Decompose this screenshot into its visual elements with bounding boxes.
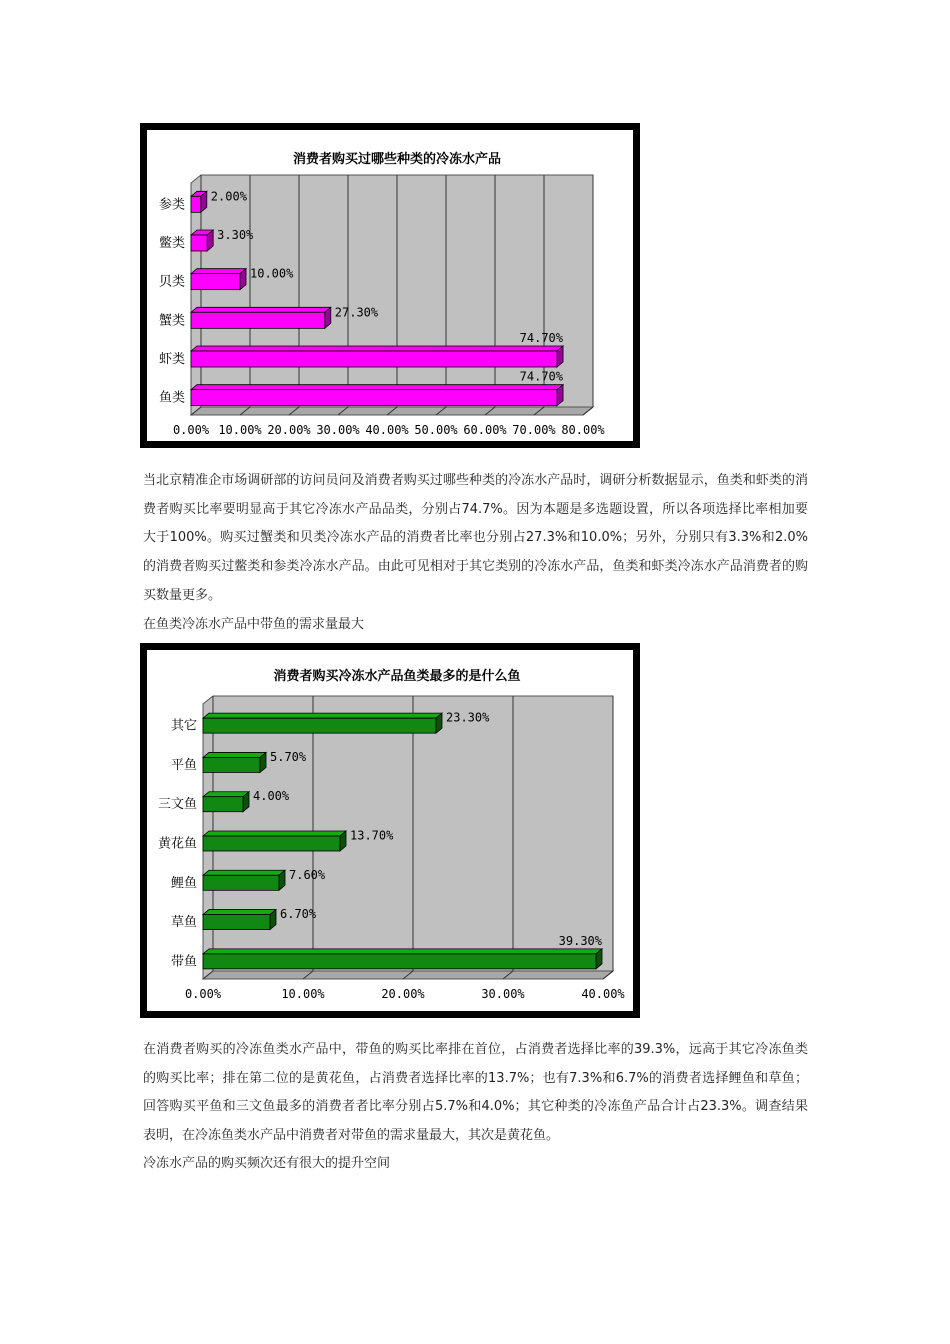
bar — [203, 718, 436, 733]
x-tick-label: 0.00% — [172, 423, 210, 437]
category-label: 带鱼 — [170, 954, 197, 970]
bar — [191, 351, 557, 367]
x-tick-label: 20.00% — [267, 423, 311, 437]
x-tick-label: 20.00% — [381, 987, 425, 1001]
category-label: 鱼类 — [158, 390, 185, 406]
value-label: 3.30% — [217, 228, 254, 242]
chart-fish-types — [140, 643, 640, 1018]
bar-top — [203, 910, 276, 915]
x-tick-label: 60.00% — [463, 423, 507, 437]
bar-top — [203, 752, 266, 757]
bar-top — [203, 831, 346, 836]
chart-1-svg — [147, 130, 633, 441]
x-tick-label: 50.00% — [414, 423, 458, 437]
value-label: 39.30% — [558, 933, 602, 948]
value-label: 74.70% — [519, 369, 564, 384]
bar — [191, 312, 325, 328]
category-label: 虾类 — [158, 352, 185, 367]
category-label: 蟹类 — [158, 313, 185, 329]
chart-title: 消费者购买冷冻水产品鱼类最多的是什么鱼 — [273, 669, 521, 684]
bar — [203, 875, 279, 890]
category-label: 鳖类 — [158, 236, 185, 251]
value-label: 10.00% — [250, 266, 294, 281]
category-label: 黄花鱼 — [157, 836, 197, 852]
value-label: 5.70% — [270, 749, 307, 764]
x-tick-label: 10.00% — [281, 987, 325, 1001]
bar — [191, 390, 557, 406]
x-tick-label: 80.00% — [561, 423, 605, 437]
chart-frozen-product-types — [140, 123, 640, 448]
bar — [203, 797, 243, 812]
category-label: 参类 — [158, 197, 185, 213]
x-tick-label: 30.00% — [481, 987, 525, 1001]
bar — [191, 235, 207, 251]
category-label: 鲤鱼 — [170, 875, 197, 891]
bar — [203, 757, 260, 772]
value-label: 27.30% — [334, 305, 379, 320]
value-label: 6.70% — [280, 907, 317, 922]
bar-top — [203, 713, 442, 718]
bar-top — [203, 949, 602, 954]
x-tick-label: 10.00% — [218, 423, 262, 437]
section-caption-fish-demand: 在鱼类冷冻水产品中带鱼的需求量最大 — [143, 617, 365, 632]
value-label: 2.00% — [210, 189, 247, 204]
bar — [203, 954, 596, 969]
bar-top — [191, 385, 563, 390]
category-label: 其它 — [170, 718, 197, 734]
value-label: 4.00% — [253, 789, 290, 804]
x-tick-label: 30.00% — [316, 423, 360, 437]
category-label: 贝类 — [158, 274, 185, 290]
paragraph-fish-types: 在消费者购买的冷冻鱼类水产品中，带鱼的购买比率排在首位，占消费者选择比率的39.3%，远高于其它冷冻鱼类的购买比率；排在第二位的是黄花鱼，占消费者选择比率的13.7%；也有7.3%和6.7%的消费者选择鲤鱼和草鱼；回答购买平鱼和三文鱼最多的消费者者比率分别占5.7%和4.0%；其它种类的冷冻鱼产品合计占23.3%。调查结果表明，在冷冻鱼类水产品中消费者对带鱼的需求量最大，其次是黄花鱼。 — [143, 1042, 808, 1144]
bar — [203, 836, 340, 851]
bar — [191, 196, 201, 212]
category-label: 草鱼 — [170, 915, 197, 931]
paragraph-product-types: 当北京精准企市场调研部的访问员问及消费者购买过哪些种类的冷冻水产品时，调研分析数据显示，鱼类和虾类的消费者购买比率要明显高于其它冷冻水产品品类，分别占74.7%。因为本题是多选题设置，所以各项选择比率相加要大于100%。购买过蟹类和贝类冷冻水产品的消费者比率也分别占27.3%和10.0%；另外，分别只有3.3%和2.0%的消费者购买过鳖类和参类冷冻水产品。由此可见相对于其它类别的冷冻水产品，鱼类和虾类冷冻水产品消费者的购买数量更多。 — [143, 473, 808, 603]
value-label: 23.30% — [446, 710, 490, 725]
bar-top — [191, 269, 246, 274]
value-label: 7.60% — [289, 867, 326, 882]
category-label: 三文鱼 — [157, 797, 197, 813]
section-caption-purchase-frequency: 冷冻水产品的购买频次还有很大的提升空间 — [143, 1156, 391, 1171]
chart-title: 消费者购买过哪些种类的冷冻水产品 — [292, 152, 502, 167]
chart-2-svg — [147, 650, 633, 1011]
bar-top — [203, 792, 249, 797]
x-tick-label: 40.00% — [365, 423, 409, 437]
bar — [191, 274, 240, 290]
bar-top — [191, 346, 563, 351]
bar — [203, 915, 270, 930]
category-label: 平鱼 — [170, 757, 197, 773]
bar-top — [203, 870, 285, 875]
value-label: 13.70% — [350, 828, 394, 843]
x-tick-label: 70.00% — [512, 423, 556, 437]
value-label: 74.70% — [519, 331, 564, 345]
bar-top — [191, 307, 331, 312]
x-tick-label: 0.00% — [184, 987, 222, 1001]
x-tick-label: 40.00% — [581, 987, 625, 1001]
